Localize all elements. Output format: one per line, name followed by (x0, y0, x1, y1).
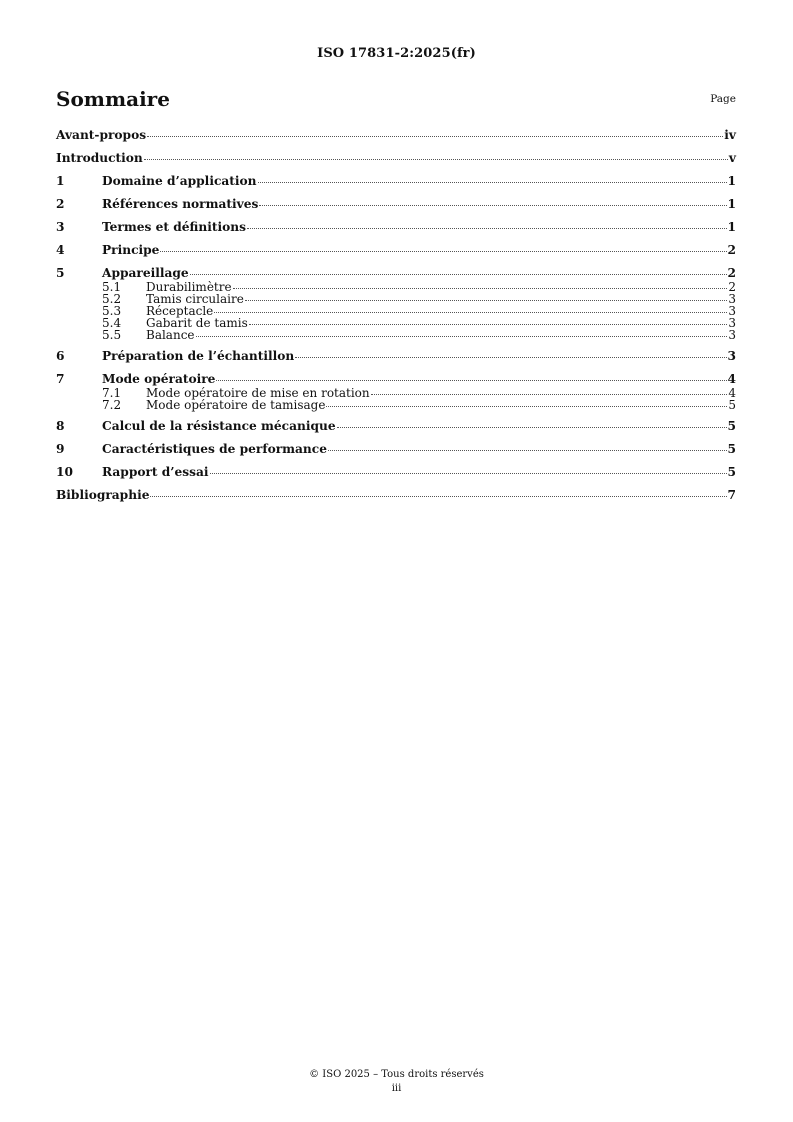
toc-entry-link[interactable] (56, 349, 736, 364)
toc-subentry-title: Gabarit de tamis (146, 316, 248, 330)
toc-subentry-number: 5.3 (102, 304, 122, 318)
toc-entry (56, 442, 736, 457)
toc-subentry-number: 5.2 (102, 292, 122, 306)
toc-entry-number: 8 (56, 419, 65, 433)
toc-entry-title: Domaine d’application (102, 174, 257, 188)
toc-subentry-number: 5.4 (102, 316, 122, 330)
toc-entry-link[interactable] (56, 442, 736, 457)
toc-subentry-title: Réceptacle (146, 304, 214, 318)
toc-subentry-page: 4 (728, 386, 736, 400)
toc-entry-number: 3 (56, 220, 65, 234)
toc-entry-page: 5 (727, 419, 736, 433)
toc-entry-title: Appareillage (102, 266, 189, 280)
toc-entry (56, 465, 736, 480)
toc-subentry-link[interactable] (56, 399, 736, 411)
toc-entry-title: Termes et définitions (102, 220, 246, 234)
toc-subentry-title: Mode opératoire de tamisage (146, 398, 326, 412)
toc-subentry-title: Durabilimètre (146, 280, 232, 294)
toc-entry-link[interactable] (56, 488, 736, 503)
toc-entry-title: Principe (102, 243, 160, 257)
dot-leader (371, 393, 728, 395)
toc-entry-number: 7 (56, 372, 65, 386)
dot-leader (337, 426, 727, 428)
toc-entry-page: 1 (727, 174, 736, 188)
dot-leader (147, 135, 723, 137)
dot-leader (233, 287, 728, 289)
toc-entry-number: 2 (56, 197, 65, 211)
toc-entry-page: 5 (727, 442, 736, 456)
toc-entry-page: 5 (727, 465, 736, 479)
toc-entry (56, 128, 736, 143)
dot-leader (245, 299, 728, 301)
dot-leader (144, 158, 728, 160)
toc-subentry-page: 3 (728, 304, 736, 318)
dot-leader (295, 356, 726, 358)
dot-leader (328, 449, 727, 451)
dot-leader (216, 379, 726, 381)
dot-leader (258, 181, 727, 183)
dot-leader (259, 204, 726, 206)
toc-subentry-page: 2 (728, 280, 736, 294)
toc-subentry-number: 5.5 (102, 328, 122, 342)
toc-entry-page: v (728, 151, 736, 165)
toc-entry-number: 1 (56, 174, 65, 188)
dot-leader (326, 405, 727, 407)
toc-entry (56, 151, 736, 166)
document-header: ISO 17831-2:2025(fr) (317, 46, 476, 61)
toc-entry-title: Bibliographie (56, 488, 150, 502)
page-column-label: Page (710, 93, 736, 105)
toc-entry-title: Références normatives (102, 197, 259, 211)
toc-entry-number: 9 (56, 442, 65, 456)
toc-entry (56, 349, 736, 364)
toc-entry-title: Avant-propos (56, 128, 147, 142)
dot-leader (190, 273, 727, 275)
toc-entry (56, 372, 736, 411)
dot-leader (196, 335, 728, 337)
toc-entry-link[interactable] (56, 151, 736, 166)
toc-entry-link[interactable] (56, 197, 736, 212)
toc-entry-title: Rapport d’essai (102, 465, 209, 479)
toc-entry-link[interactable] (56, 419, 736, 434)
toc-title: Sommaire (56, 87, 170, 111)
toc-entry-page: 2 (727, 243, 736, 257)
toc-entry-page: 7 (727, 488, 736, 502)
toc-subentry-link[interactable] (56, 329, 736, 341)
toc-entry-link[interactable] (56, 220, 736, 235)
toc-entry-link[interactable] (56, 465, 736, 480)
toc-entry-page: iv (724, 128, 736, 142)
toc-entry-number: 6 (56, 349, 65, 363)
page-number: iii (391, 1083, 402, 1094)
toc-entry-title: Préparation de l’échantillon (102, 349, 295, 363)
toc-entry (56, 197, 736, 212)
toc-subentry-page: 3 (728, 292, 736, 306)
toc-entry-page: 1 (727, 197, 736, 211)
toc-subentry-page: 5 (728, 398, 736, 412)
toc-entry (56, 243, 736, 258)
toc-subentry-title: Mode opératoire de mise en rotation (146, 386, 370, 400)
toc-entry-link[interactable] (56, 266, 736, 281)
toc-subentry-title: Tamis circulaire (146, 292, 244, 306)
table-of-contents (56, 128, 736, 503)
toc-entry-number: 4 (56, 243, 65, 257)
toc-entry-link[interactable] (56, 372, 736, 387)
toc-entry-page: 1 (727, 220, 736, 234)
toc-entry-title: Caractéristiques de performance (102, 442, 327, 456)
toc-subentry-number: 7.1 (102, 386, 122, 400)
toc-entry-title: Introduction (56, 151, 143, 165)
toc-entry (56, 174, 736, 189)
toc-subentry-page: 3 (728, 316, 736, 330)
toc-entry (56, 220, 736, 235)
dot-leader (150, 495, 726, 497)
toc-entry (56, 419, 736, 434)
toc-entry (56, 266, 736, 341)
toc-subentry-number: 7.2 (102, 398, 122, 412)
toc-entry-page: 3 (727, 349, 736, 363)
toc-entry (56, 488, 736, 503)
dot-leader (247, 227, 727, 229)
dot-leader (210, 472, 727, 474)
toc-subentry-title: Balance (146, 328, 195, 342)
toc-subentry-page: 3 (728, 328, 736, 342)
toc-entry-number: 10 (56, 465, 73, 479)
toc-entry-title: Calcul de la résistance mécanique (102, 419, 336, 433)
toc-entry-title: Mode opératoire (102, 372, 216, 386)
dot-leader (249, 323, 728, 325)
dot-leader (214, 311, 727, 313)
toc-entry-number: 5 (56, 266, 65, 280)
document-footer (0, 1068, 793, 1096)
copyright-notice: © ISO 2025 – Tous droits réservés (309, 1069, 484, 1080)
toc-entry-link[interactable] (56, 174, 736, 189)
toc-subentry-number: 5.1 (102, 280, 122, 294)
toc-entry-link[interactable] (56, 243, 736, 258)
dot-leader (160, 250, 726, 252)
toc-entry-link[interactable] (56, 128, 736, 143)
toc-entry-page: 2 (727, 266, 736, 280)
toc-entry-page: 4 (727, 372, 736, 386)
